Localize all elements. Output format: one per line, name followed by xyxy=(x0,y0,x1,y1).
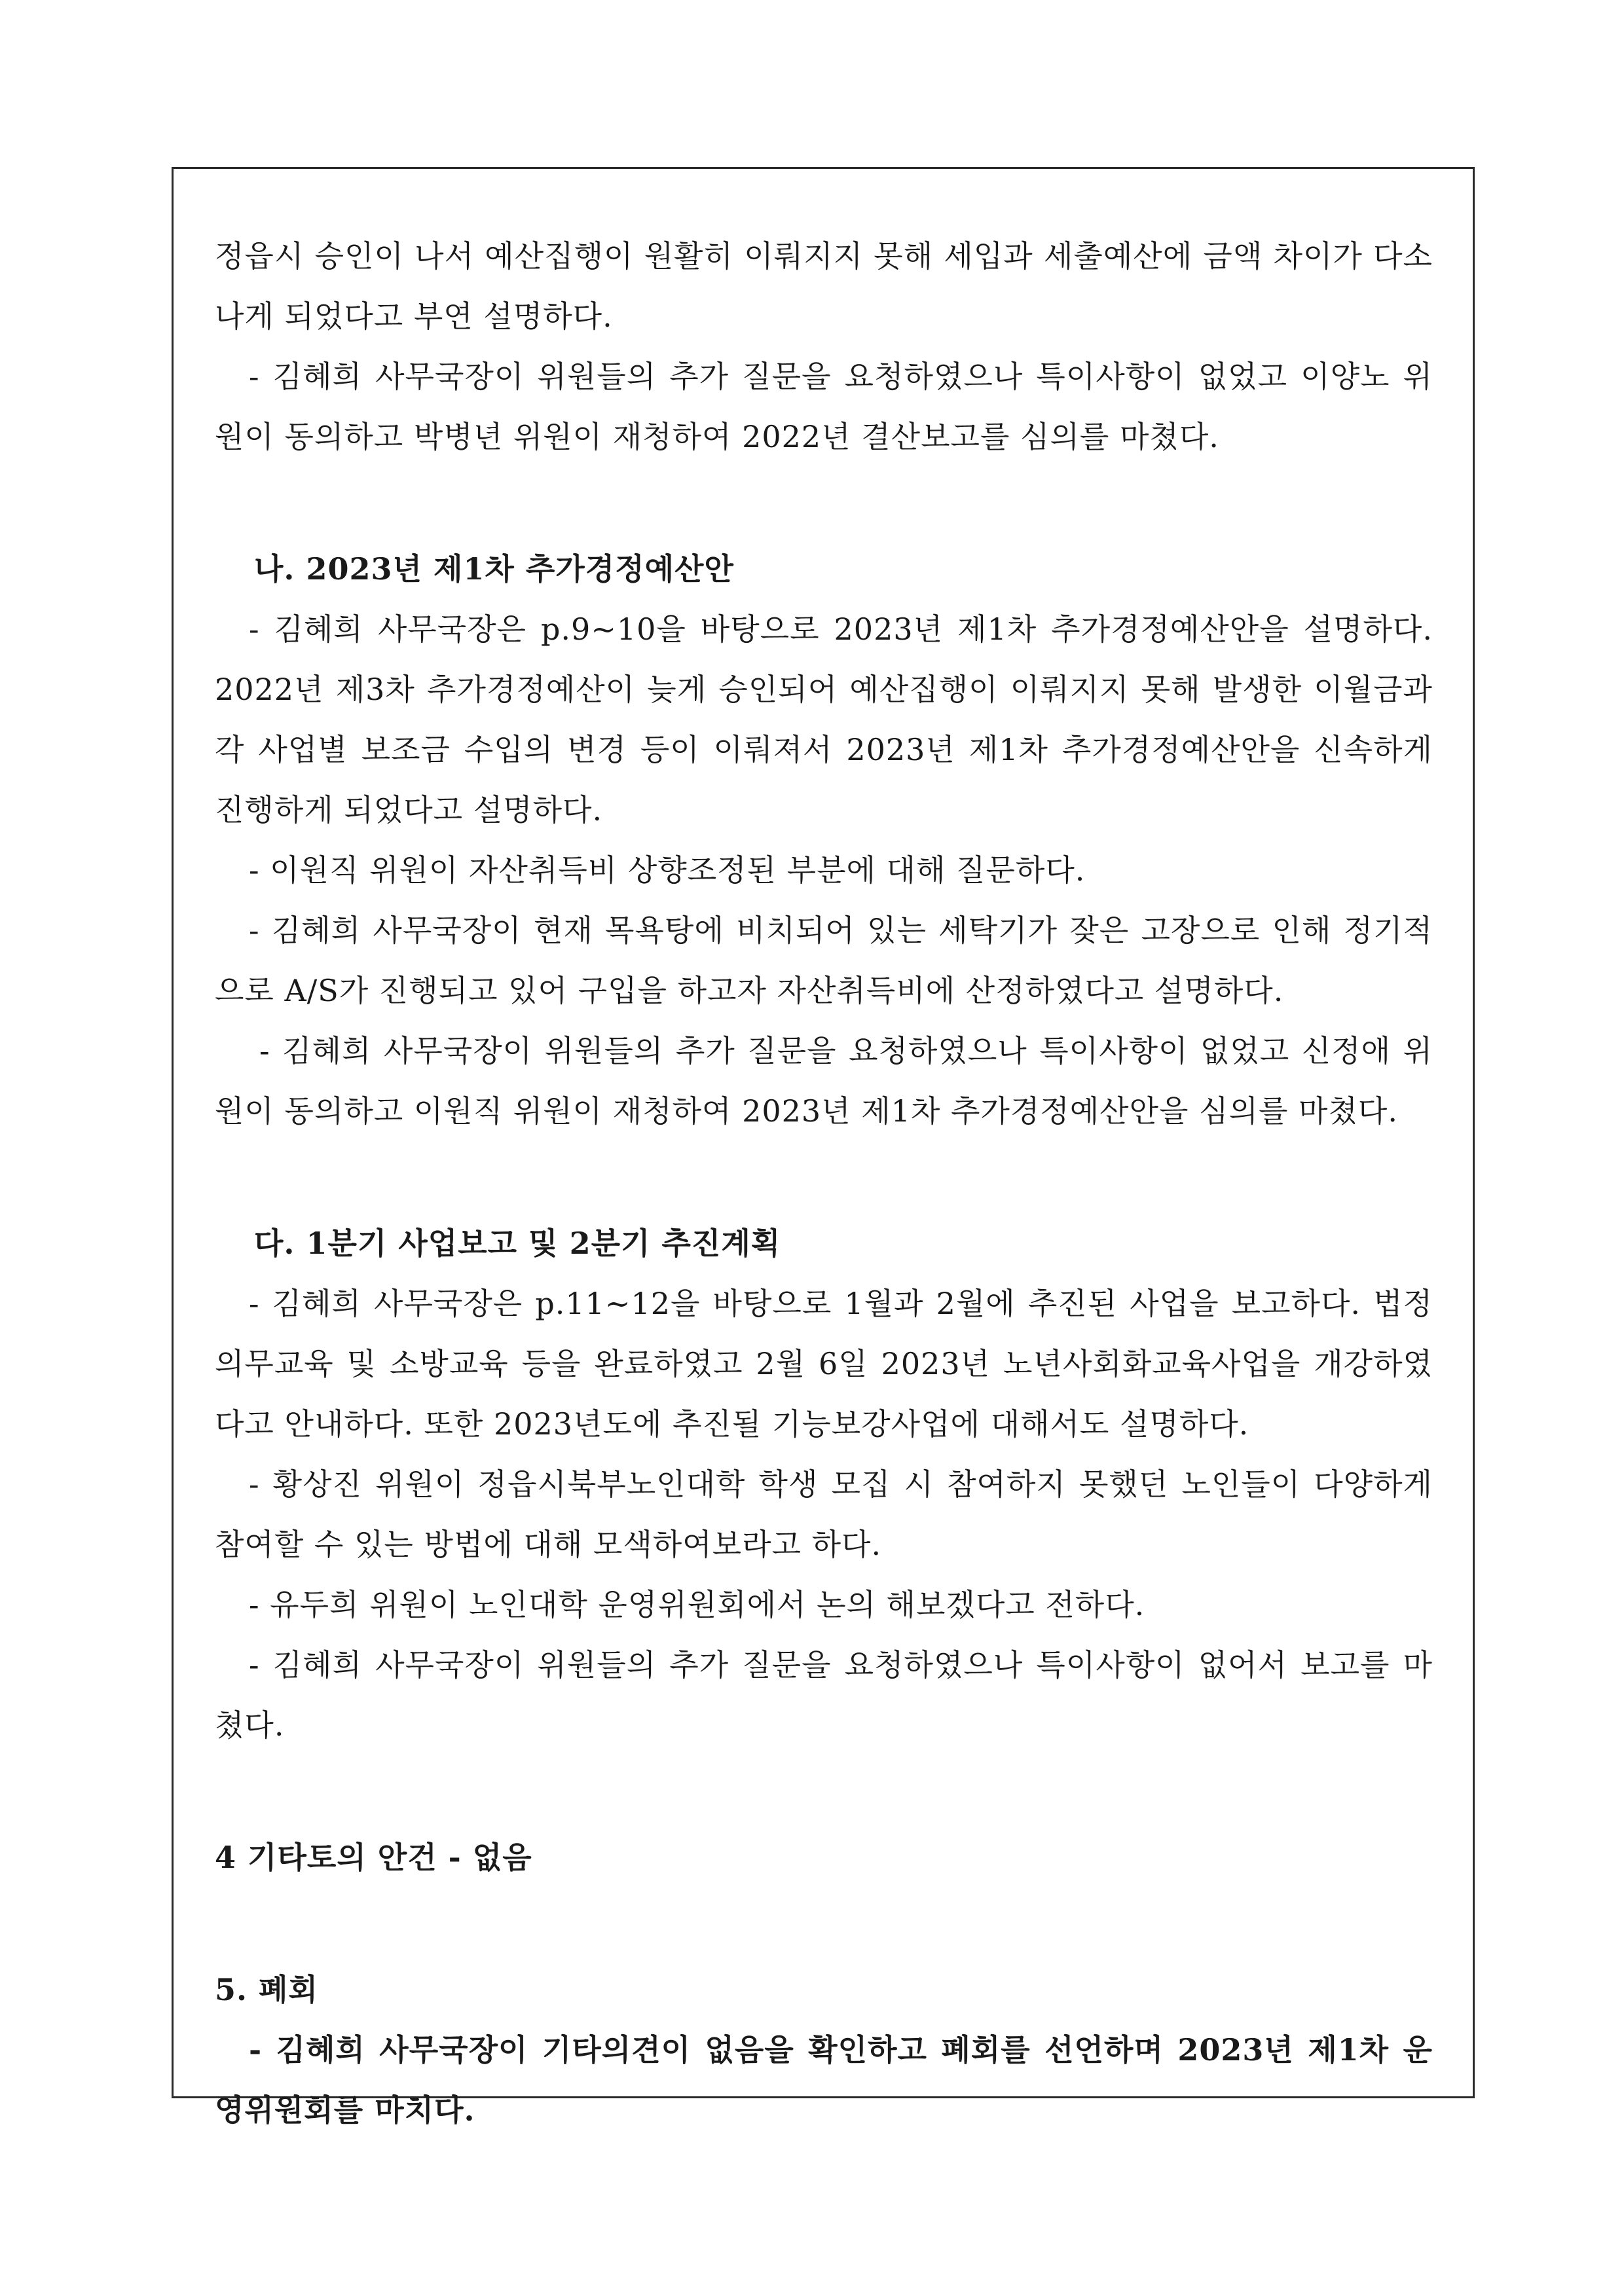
section-da-paragraph: - 황상진 위원이 정읍시북부노인대학 학생 모집 시 참여하지 못했던 노인들이 다양하게 참여할 수 있는 방법에 대해 모색하여보라고 하다. xyxy=(215,1467,1433,1562)
section-da-paragraph: - 유두희 위원이 노인대학 운영위원회에서 논의 해보겠다고 전하다. xyxy=(249,1587,1145,1622)
section-na-paragraph: - 김혜희 사무국장이 위원들의 추가 질문을 요청하였으나 특이사항이 없었고 신정애 위원이 동의하고 이원직 위원이 재청하여 2023년 제1차 추가경정예산안을 심의를 마쳤다. xyxy=(215,1033,1433,1129)
section-na-paragraph: - 김혜희 사무국장은 p.9~10을 바탕으로 2023년 제1차 추가경정예산안을 설명하다. 2022년 제3차 추가경정예산이 늦게 승인되어 예산집행이 이뤄지지 못해 발생한 이월금과 각 사업별 보조금 수입의 변경 등이 이뤄져서 2023년 제1차 추가경정예산안을 신속하게 진행하게 되었다고 설명하다. xyxy=(215,611,1433,828)
section-na-paragraph: - 김혜희 사무국장이 현재 목욕탕에 비치되어 있는 세탁기가 잦은 고장으로 인해 정기적으로 A/S가 진행되고 있어 구입을 하고자 자산취득비에 산정하였다고 설명하다. xyxy=(215,913,1433,1008)
section-da-paragraph: - 김혜희 사무국장은 p.11~12을 바탕으로 1월과 2월에 추진된 사업을 보고하다. 법정의무교육 및 소방교육 등을 완료하였고 2월 6일 2023년 노년사회화교육사업을 개강하였다고 안내하다. 또한 2023년도에 추진될 기능보강사업에 대해서도 설명하다. xyxy=(215,1286,1433,1442)
section-da-paragraph: - 김혜희 사무국장이 위원들의 추가 질문을 요청하였으나 특이사항이 없어서 보고를 마쳤다. xyxy=(215,1647,1433,1743)
intro-paragraph: 정읍시 승인이 나서 예산집행이 원활히 이뤄지지 못해 세입과 세출예산에 금액 차이가 다소 나게 되었다고 부연 설명하다. xyxy=(215,238,1433,334)
section-na-paragraph: - 이원직 위원이 자산취득비 상향조정된 부분에 대해 질문하다. xyxy=(249,852,1086,888)
closing-paragraph: - 김혜희 사무국장이 기타의견이 없음을 확인하고 폐회를 선언하며 2023년 제1차 운영위원회를 마치다. xyxy=(215,2032,1433,2128)
section-heading-4: 4 기타토의 안건 - 없음 xyxy=(215,1840,532,1875)
document-body xyxy=(215,226,1433,2140)
section-heading-5: 5. 폐회 xyxy=(215,1972,318,2007)
section-heading-na: 나. 2023년 제1차 추가경정예산안 xyxy=(254,551,734,587)
intro-paragraph: - 김혜희 사무국장이 위원들의 추가 질문을 요청하였으나 특이사항이 없었고 이양노 위원이 동의하고 박병년 위원이 재청하여 2022년 결산보고를 심의를 마쳤다. xyxy=(215,359,1433,454)
section-heading-da: 다. 1분기 사업보고 및 2분기 추진계획 xyxy=(254,1226,781,1261)
